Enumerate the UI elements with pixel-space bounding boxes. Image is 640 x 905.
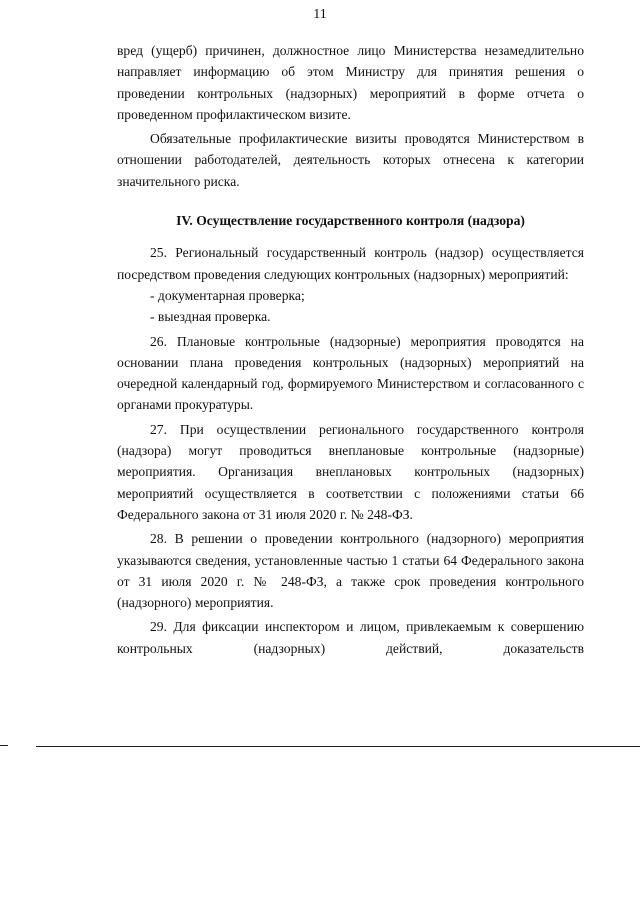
footer-divider <box>36 746 640 747</box>
list-item-documentary: - документарная проверка; <box>150 287 305 303</box>
section-heading: IV. Осуществление государственного контроля (надзора) <box>176 213 525 229</box>
paragraph-27: 27. При осуществлении регионального государственного контроля (надзора) могут проводиться внеплановые контрольные (надзорные) мероприятия. Организация внеплановых контрольных (надзорных) мероприятий осуществляется в соответствии с положениями статьи 66 Федерального закона от 31 июля 2020 г. № 248-ФЗ. <box>117 421 584 522</box>
paragraph-29: 29. Для фиксации инспектором и лицом, привлекаемым к совершению контрольных (надзорных) действий, доказательств <box>117 619 584 656</box>
paragraph-28: 28. В решении о проведении контрольного (надзорного) мероприятия указываются сведения, установленные частью 1 статьи 64 Федерального закона от 31 июля 2020 г. № 248-ФЗ, а также срок проведения контрольного (надзорного) мероприятия. <box>117 531 584 611</box>
paragraph-continuation: вред (ущерб) причинен, должностное лицо Министерства незамедлительно направляет информацию об этом Министру для принятия решения о проведении контрольных (надзорных) мероприятий в форме отчета о проведенном профилактическом визите. <box>117 43 584 122</box>
margin-mark <box>0 745 8 746</box>
list-item-onsite: - выездная проверка. <box>150 309 271 325</box>
page-number: 11 <box>313 7 327 22</box>
paragraph-25: 25. Региональный государственный контроль (надзор) осуществляется посредством проведения следующих контрольных (надзорных) мероприятий: <box>117 245 584 282</box>
paragraph-26: 26. Плановые контрольные (надзорные) мероприятия проводятся на основании плана проведения контрольных (надзорных) мероприятий на очередной календарный год, формируемого Министерством и согласованного с органами прокуратуры. <box>117 333 584 413</box>
document-body <box>117 40 584 659</box>
paragraph-mandatory-visits: Обязательные профилактические визиты проводятся Министерством в отношении работодателей, деятельность которых отнесена к категории значительного риска. <box>117 131 584 189</box>
